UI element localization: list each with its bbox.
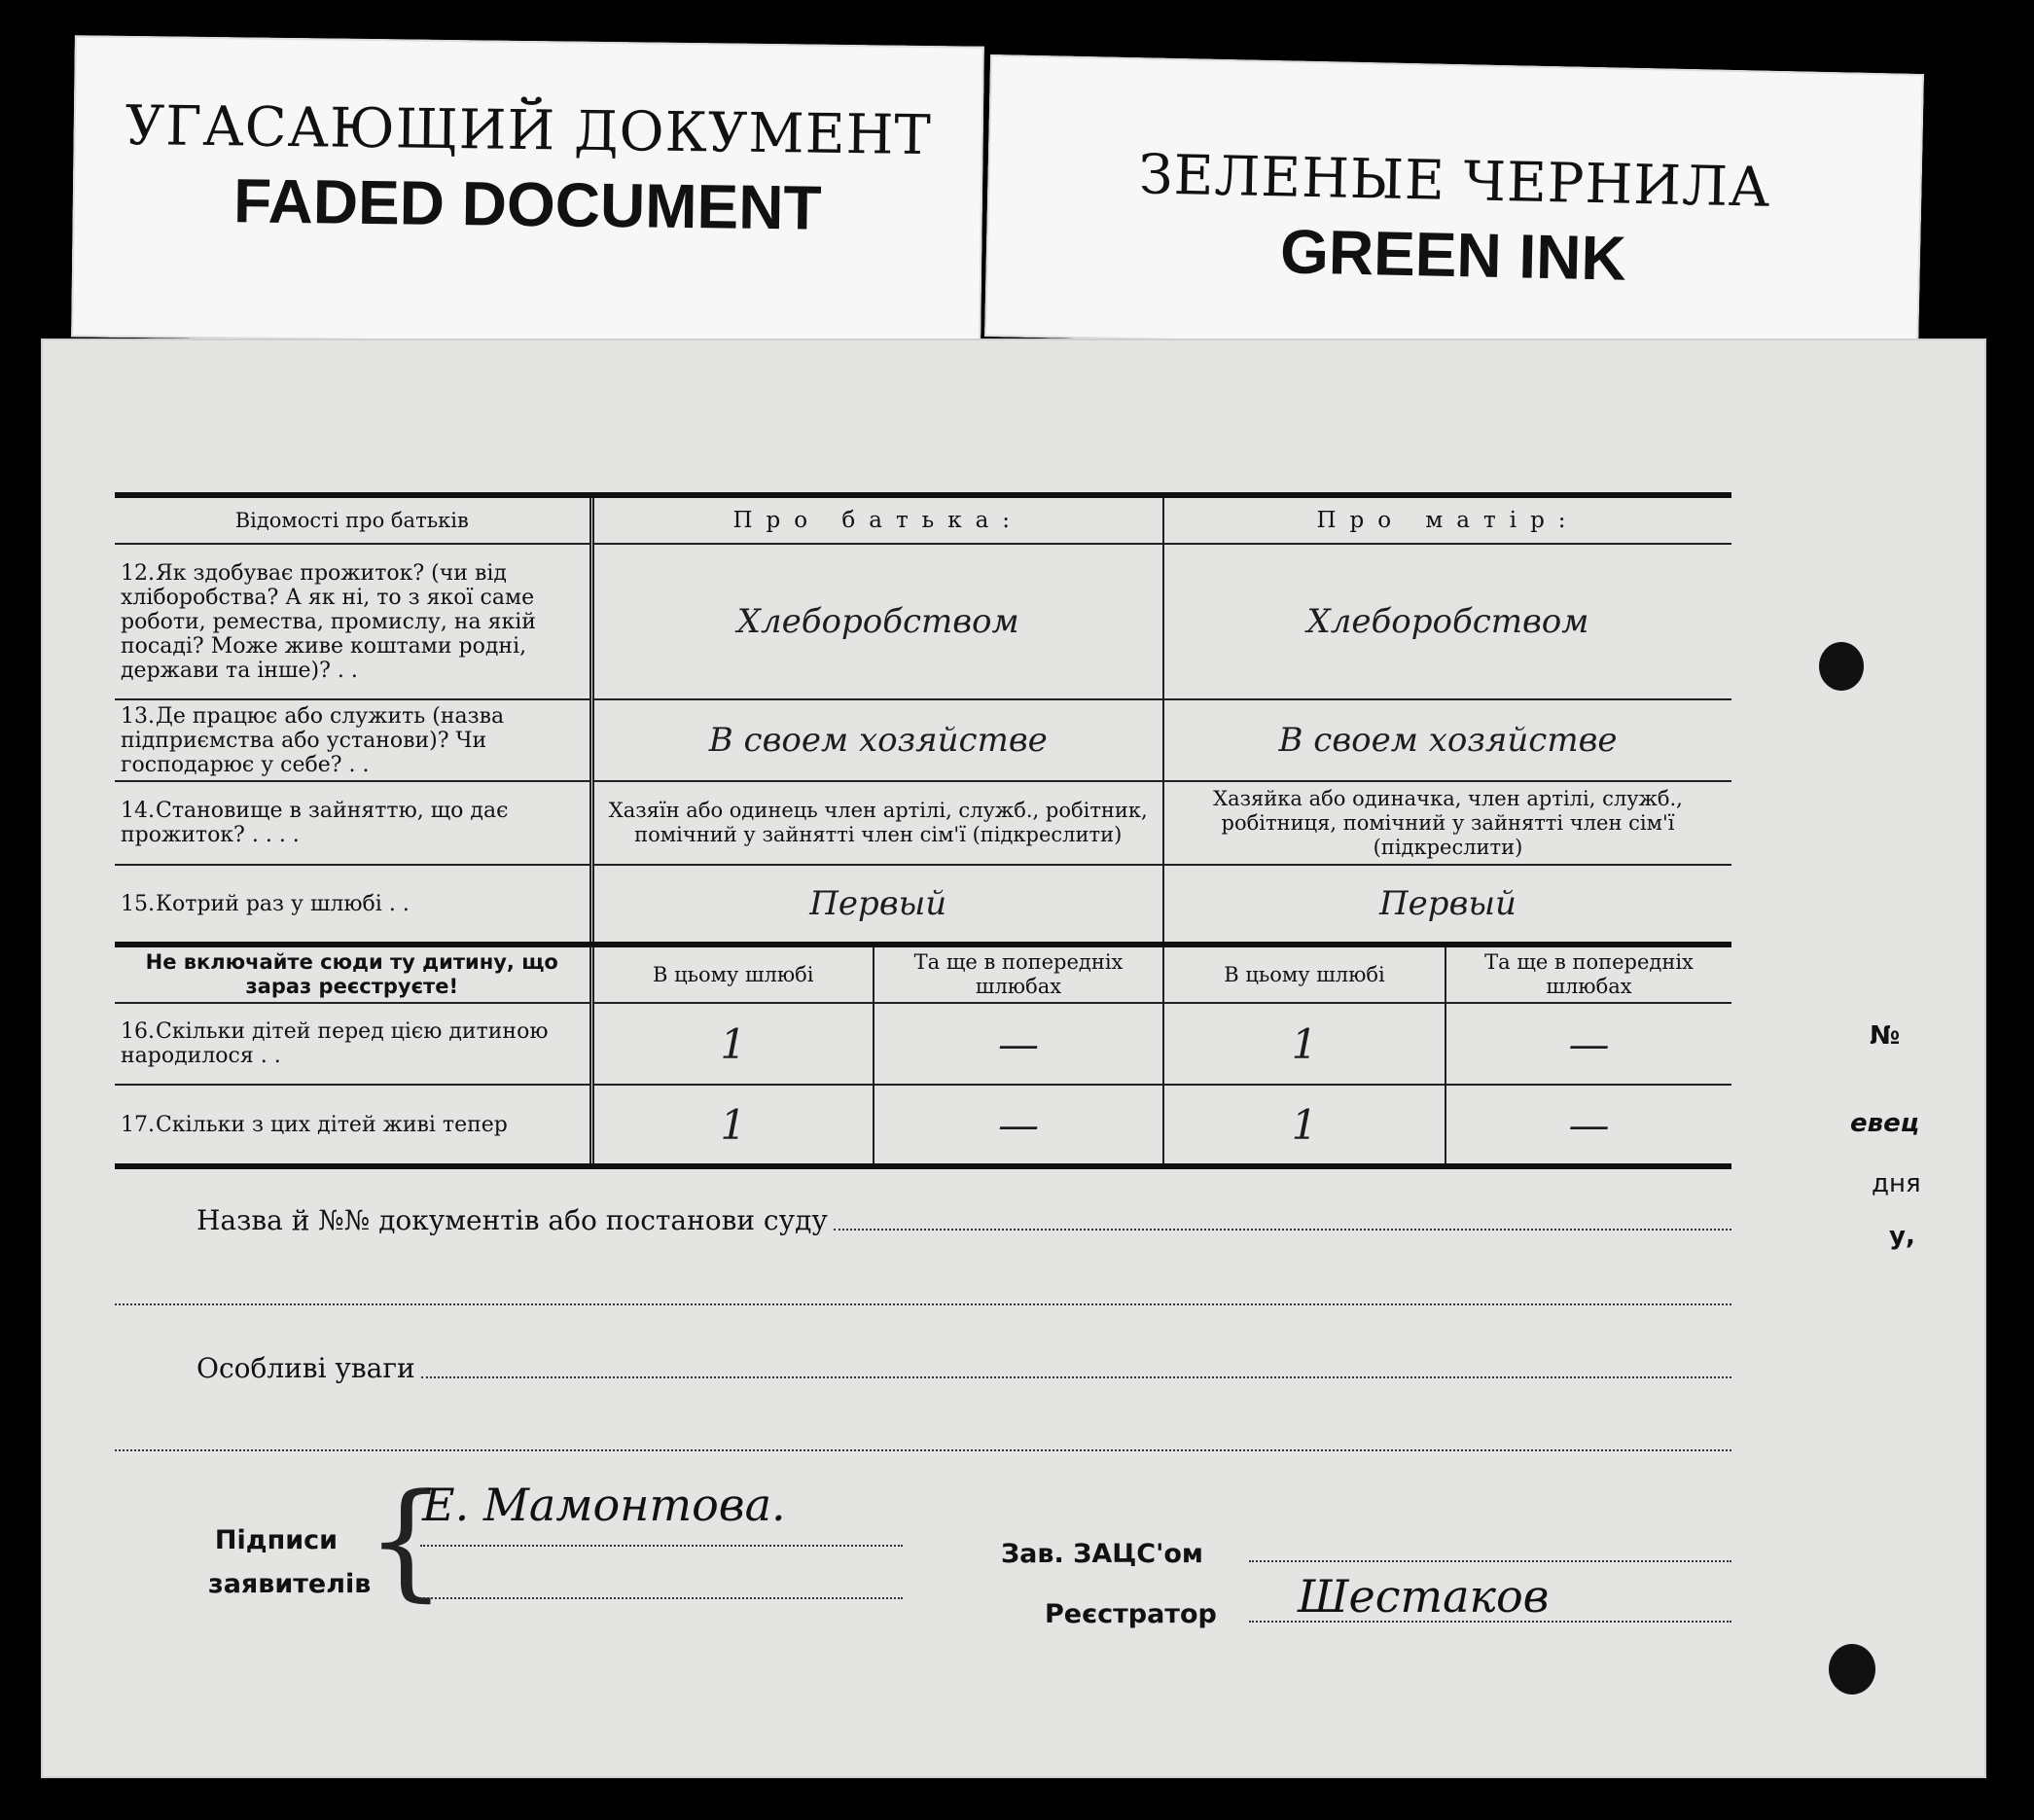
faded-document-label <box>71 35 984 347</box>
mother-children-born-prev: — <box>1445 1003 1731 1085</box>
green-ink-label-ru: ЗЕЛЕНЫЕ ЧЕРНИЛА <box>1138 143 1771 220</box>
children-header-row <box>115 945 1731 1003</box>
edge-text-dnya: дня <box>1872 1169 1921 1198</box>
registrar-signature-line <box>1249 1621 1731 1623</box>
father-children-born-prev: — <box>874 1003 1163 1085</box>
table-row <box>115 1003 1731 1085</box>
father-livelihood: Хлеборобством <box>591 544 1163 699</box>
question-17 <box>115 1085 591 1166</box>
father-status-options: Хазяїн або одинець член артілі, служб., робітник, помічний у зайнятті член сім'ї (підкреслити) <box>591 781 1163 865</box>
father-marriage-count: Первый <box>591 865 1163 945</box>
question-text: Скільки з цих дітей живі тепер <box>156 1112 508 1137</box>
question-number: 12. <box>121 560 155 586</box>
question-14 <box>115 781 591 865</box>
table-row <box>115 865 1731 945</box>
brace-symbol: { <box>366 1466 446 1614</box>
header-father: Про батька: <box>591 495 1163 544</box>
head-signature-line <box>1249 1560 1731 1562</box>
father-previous-header: Та ще в попередніх шлюбах <box>874 945 1163 1003</box>
question-number: 15. <box>121 891 155 916</box>
applicant-signature: Е. Мамонтова. <box>422 1479 786 1531</box>
applicants-label-line2: заявителів <box>208 1569 372 1599</box>
mother-previous-header: Та ще в попередніх шлюбах <box>1445 945 1731 1003</box>
question-text: Становище в зайняттю, що дає прожиток? . . . . <box>121 799 509 847</box>
table-row <box>115 544 1731 699</box>
question-text: Як здобуває прожиток? (чи від хліборобства? А як ні, то з якої саме роботи, ремества, промислу, на якій посаді? Може живе коштами родні, держави та інше)? . . <box>121 560 536 683</box>
mother-children-alive-this: 1 <box>1163 1085 1445 1166</box>
green-ink-label <box>984 54 1924 356</box>
question-number: 14. <box>121 799 155 823</box>
registrar-signature: Шестаков <box>1298 1570 1550 1623</box>
children-note: Не включайте сюди ту дитину, що зараз реєструєте! <box>115 945 591 1003</box>
documents-line <box>196 1204 1731 1236</box>
registrar-label: Реєстратор <box>1045 1599 1217 1629</box>
question-16 <box>115 1003 591 1085</box>
header-parents-info: Відомості про батьків <box>115 495 591 544</box>
applicant-signature-line-2 <box>420 1597 903 1599</box>
documents-dotted-line <box>834 1223 1731 1231</box>
remarks-line <box>196 1352 1731 1384</box>
father-workplace: В своем хозяйстве <box>591 699 1163 781</box>
question-number: 16. <box>121 1019 155 1044</box>
parents-info-table <box>115 492 1731 1169</box>
mother-this-marriage-header: В цьому шлюбі <box>1163 945 1445 1003</box>
green-ink-label-en: GREEN INK <box>1279 216 1627 294</box>
applicants-signature-label <box>208 1525 372 1599</box>
question-text: Котрий раз у шлюбі . . <box>156 891 410 916</box>
mother-children-alive-prev: — <box>1445 1085 1731 1166</box>
applicant-signature-line <box>420 1545 903 1547</box>
question-text: Де працює або служить (назва підприємства або установи)? Чи господарює у себе? . . <box>121 703 505 777</box>
documents-dotted-line-2 <box>115 1303 1731 1305</box>
father-this-marriage-header: В цьому шлюбі <box>591 945 874 1003</box>
question-number: 17. <box>121 1112 155 1137</box>
edge-handwritten-fragment: евец <box>1850 1109 1919 1138</box>
mother-livelihood: Хлеборобством <box>1163 544 1731 699</box>
remarks-dotted-line-2 <box>115 1449 1731 1451</box>
father-children-born-this: 1 <box>591 1003 874 1085</box>
mother-marriage-count: Первый <box>1163 865 1731 945</box>
table-row <box>115 1085 1731 1166</box>
table-row <box>115 781 1731 865</box>
punch-hole <box>1819 642 1864 691</box>
father-children-alive-this: 1 <box>591 1085 874 1166</box>
question-12 <box>115 544 591 699</box>
edge-text-u: у, <box>1889 1222 1915 1251</box>
punch-hole <box>1829 1644 1875 1695</box>
table-header-row <box>115 495 1731 544</box>
faded-document-label-en: FADED DOCUMENT <box>232 165 822 243</box>
remarks-dotted-line <box>421 1371 1731 1378</box>
table-row <box>115 699 1731 781</box>
mother-workplace: В своем хозяйстве <box>1163 699 1731 781</box>
header-mother: Про матір: <box>1163 495 1731 544</box>
father-children-alive-prev: — <box>874 1085 1163 1166</box>
faded-document-label-ru: УГАСАЮЩИЙ ДОКУМЕНТ <box>125 93 933 168</box>
question-text: Скільки дітей перед цією дитиною народилося . . <box>121 1019 549 1068</box>
question-number: 13. <box>121 703 155 729</box>
mother-children-born-this: 1 <box>1163 1003 1445 1085</box>
mother-status-options: Хазяйка або одиначка, член артілі, служб., робітниця, помічний у зайнятті член сім'ї (підкреслити) <box>1163 781 1731 865</box>
remarks-label: Особливі уваги <box>196 1352 415 1384</box>
applicants-label-line1: Підписи <box>214 1525 339 1555</box>
question-15 <box>115 865 591 945</box>
question-13 <box>115 699 591 781</box>
document-sheet <box>41 339 1986 1778</box>
head-zags-label: Зав. ЗАЦС'ом <box>1001 1539 1203 1569</box>
edge-number-mark: № <box>1870 1021 1901 1051</box>
documents-label: Назва й №№ документів або постанови суду <box>196 1204 828 1236</box>
